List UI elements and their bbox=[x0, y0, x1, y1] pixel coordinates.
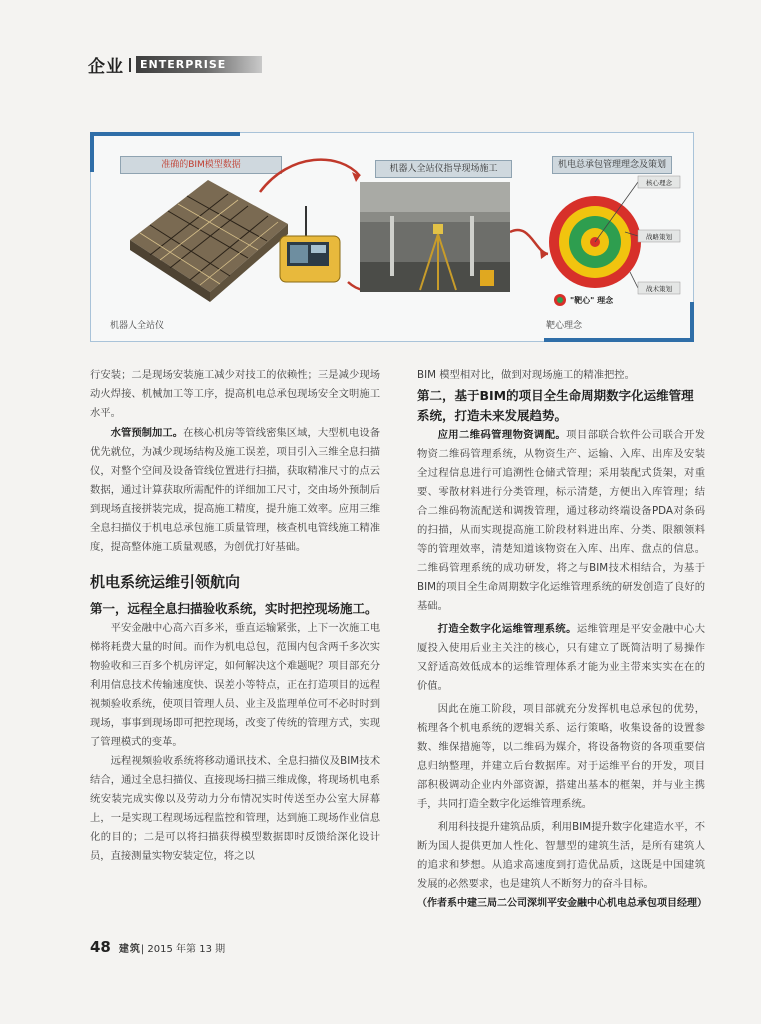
subsection-heading: 第二，基于BIM的项目全生命周期数字化运维管理系统，打造未来发展趋势。 bbox=[417, 388, 694, 423]
paragraph-body: 项目部联合软件公司联合开发物资二维码管理系统，从物资生产、运输、入库、出库及安装全过程信息进行可追溯性仓储式管理；采用装配式货架，对重要、零散材料进行分类管理，标示清楚，方便出入库管理；结合二维码物流配送和调拨管理，通过移动终端设备PDA对条码的扫描，从而实现提高施工阶段材料进出库、分类、限额领料等的管理效率，清楚知道该物资在入库、出库、盘点的信息。二维码管理系统的成功研发，将之与BIM技术相结合，为基于BIM的项目全生命周期数字化运维管理系统的研发创造了良好的基础。 bbox=[417, 429, 706, 612]
caption-robot-station: 机器人全站仪 bbox=[110, 321, 165, 331]
ring-label-core: 核心理念 bbox=[646, 179, 672, 187]
panel-title-management-concept: 机电总承包管理理念及策划 bbox=[552, 156, 672, 174]
paragraph-body: 在核心机房等管线密集区域，大型机电设备优先就位，为减少现场结构及施工误差，项目引入三维全息扫描仪，对整个空间及设备管线位置进行扫描，获取精准尺寸的点云数据，通过计算获取所需配件的详细加工尺寸，交由场外预制后到现场直接拼装完成，提高施工精度，提升施工效率。应用三维全息扫描仪于机电总承包施工质量管理，核查机电管线施工精准度，提高整体施工质量观感，为创优打好基础。 bbox=[90, 427, 381, 553]
section-header bbox=[88, 52, 262, 77]
paragraph-lead: 应用二维码管理物资调配。 bbox=[437, 429, 567, 441]
author-note: （作者系中建三局二公司深圳平安金融中心机电总承包项目经理） bbox=[417, 898, 707, 909]
arrow-head bbox=[540, 249, 548, 259]
panel-title-robot-station: 机器人全站仪指导现场施工 bbox=[375, 160, 512, 178]
paragraph bbox=[417, 620, 705, 696]
paragraph-body: 运维管理是平安金融中心大厦投入使用后业主关注的核心，只有建立了既简洁明了易操作又舒适高效低成本的运维管理体系才能为业主带来实实在在的价值。 bbox=[417, 623, 706, 692]
caption-target-concept: 靶心理念 bbox=[546, 321, 583, 331]
target-caption: "靶心" 理念 bbox=[570, 296, 614, 305]
section-title-en: ENTERPRISE bbox=[136, 56, 262, 73]
ring-label-mid: 战略策划 bbox=[646, 233, 672, 241]
paragraph: BIM 模型相对比，做到对现场施工的精准把控。 bbox=[417, 369, 635, 381]
subsection-heading: 第一，远程全息扫描验收系统，实时把控现场施工。 bbox=[90, 601, 378, 616]
paragraph bbox=[90, 424, 380, 557]
section-title-cn: 企业 bbox=[88, 57, 124, 77]
paragraph-lead: 水管预制加工。 bbox=[110, 427, 184, 439]
header-divider bbox=[129, 58, 131, 72]
page-number: 48 bbox=[90, 938, 111, 956]
issue-info: | 2015 年第 13 期 bbox=[140, 943, 226, 955]
paragraph-lead: 打造全数字化运维管理系统。 bbox=[437, 623, 577, 635]
right-column bbox=[417, 366, 705, 913]
figure-artwork bbox=[90, 132, 694, 342]
paragraph: 利用科技提升建筑品质，利用BIM提升数字化建造水平，不断为国人提供更加人性化、智慧型的建筑生活，是所有建筑人的追求和梦想。从追求高速度到打造优品质，这既是中国建筑发展的必然要求，也是建筑人不断努力的奋斗目标。 bbox=[417, 821, 705, 890]
paragraph: 远程视频验收系统将移动通讯技术、全息扫描仪及BIM技术结合，通过全息扫描仪、直接现场扫描三维成像，将现场机电系统安装完成实像以及劳动力分布情况实时传送至办公室大屏幕上，一是实现工程现场远程监控和管理，达到施工现场作业信息化的目的；二是可以将扫描获得模型数据即时反馈给深化设计员，直接测量实物安装定位，将之以 bbox=[90, 755, 380, 862]
illustration-figure bbox=[90, 132, 694, 342]
left-column bbox=[90, 366, 380, 866]
bim-model-image bbox=[130, 180, 288, 302]
construction-site-photo bbox=[360, 182, 510, 292]
page-footer bbox=[90, 938, 225, 956]
magazine-brand: 建筑 bbox=[118, 943, 141, 955]
paragraph: 因此在施工阶段，项目部就充分发挥机电总承包的优势，梳理各个机电系统的逻辑关系、运行策略，收集设备的设置参数、维保措施等，以二维码为媒介，将设备物资的各项重要信息归纳整理，并建立后台数据库。对于运维平台的开发，项目部积极调动企业内外部资源，搭建出基本的框架，并与业主携手，共同打造全数字化运维管理系统。 bbox=[417, 703, 705, 810]
paragraph: 平安金融中心高六百多米，垂直运输紧张，上下一次施工电梯将耗费大量的时间。而作为机电总包，范围内包含两千多次实物验收和三百多个机房评定，如何解决这个难题呢？项目部充分利用信息技术传输速度快、误差小等特点，正在打造项目的远程视频验收系统，使项目管理人员、业主及监理单位可不必时时到现场，事事到现场即可把控现场，改变了传统的管理方式，实现了管理模式的变革。 bbox=[90, 622, 380, 748]
section-heading: 机电系统运维引领航向 bbox=[90, 573, 241, 591]
target-ring-diagram bbox=[549, 182, 641, 306]
paragraph bbox=[417, 426, 705, 616]
panel-title-bim-model: 准确的BIM模型数据 bbox=[120, 156, 282, 174]
handheld-controller-image bbox=[280, 206, 340, 282]
ring-label-outer: 战术策划 bbox=[646, 285, 672, 293]
paragraph: 行安装；二是现场安装施工减少对技工的依赖性；三是减少现场动火焊接、机械加工等工序，提高机电总承包现场安全文明施工水平。 bbox=[90, 369, 380, 419]
